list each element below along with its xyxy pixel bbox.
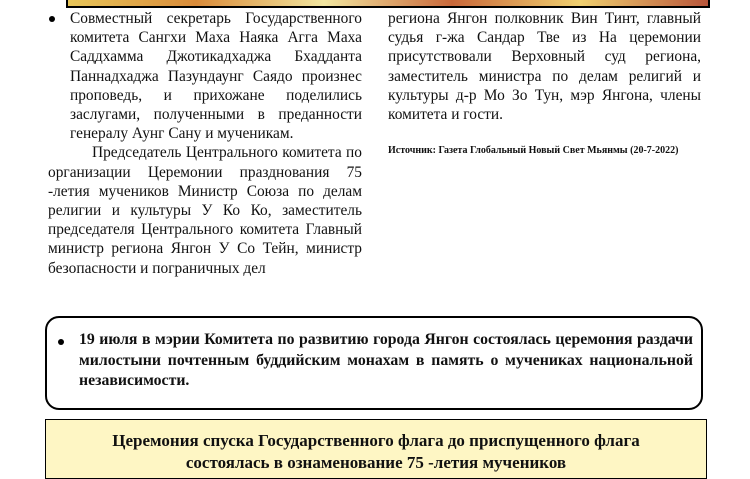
left-column [48, 9, 362, 278]
right-column [388, 9, 701, 157]
banner-line-1: Церемония спуска Государственного флага до приспущенного флага [112, 431, 640, 450]
section-heading-banner [45, 419, 707, 479]
highlight-callout-box [45, 316, 703, 410]
bullet-paragraph-text: Совместный секретарь Государственного комитета Сангхи Маха Наяка Агга Маха Саддхамма Джотикадхаджа Бхадданта Паннадхаджа Пазундаунг Саядо произнес проповедь, и прихожане поделились заслугами, полученными в преданности генералу Аунг Сану и мученикам. [70, 10, 362, 143]
body-paragraph: Председатель Центрального комитета по организации Церемонии празднования 75 -летия мучеников Министр Союза по делам религии и культуры У Ко Ко, заместитель председателя Центрального комитета Главный министр региона Янгон У Со Тейн, министр безопасности и пограничных дел [48, 144, 362, 277]
banner-line-2: состоялась в ознаменование 75 -летия мучеников [185, 453, 567, 472]
bullet-icon [49, 16, 55, 22]
top-photo-strip [66, 0, 710, 8]
callout-text: 19 июля в мэрии Комитета по развитию города Янгон состоялась церемония раздачи милостыни почтенным буддийским монахам в память о мучениках национальной независимости. [79, 331, 693, 389]
bullet-paragraph [48, 9, 362, 143]
source-citation: Источник: Газета Глобальный Новый Свет Мьянмы (20-7-2022) [388, 145, 679, 157]
bullet-icon [58, 339, 64, 345]
body-paragraph: региона Янгон полковник Вин Тинт, главный судья г-жа Сандар Тве из На церемонии присутствовали Верховный суд региона, заместитель министра по делам религий и культуры д-р Мо Зо Тун, мэр Янгона, члены комитета и гости. [388, 10, 701, 124]
